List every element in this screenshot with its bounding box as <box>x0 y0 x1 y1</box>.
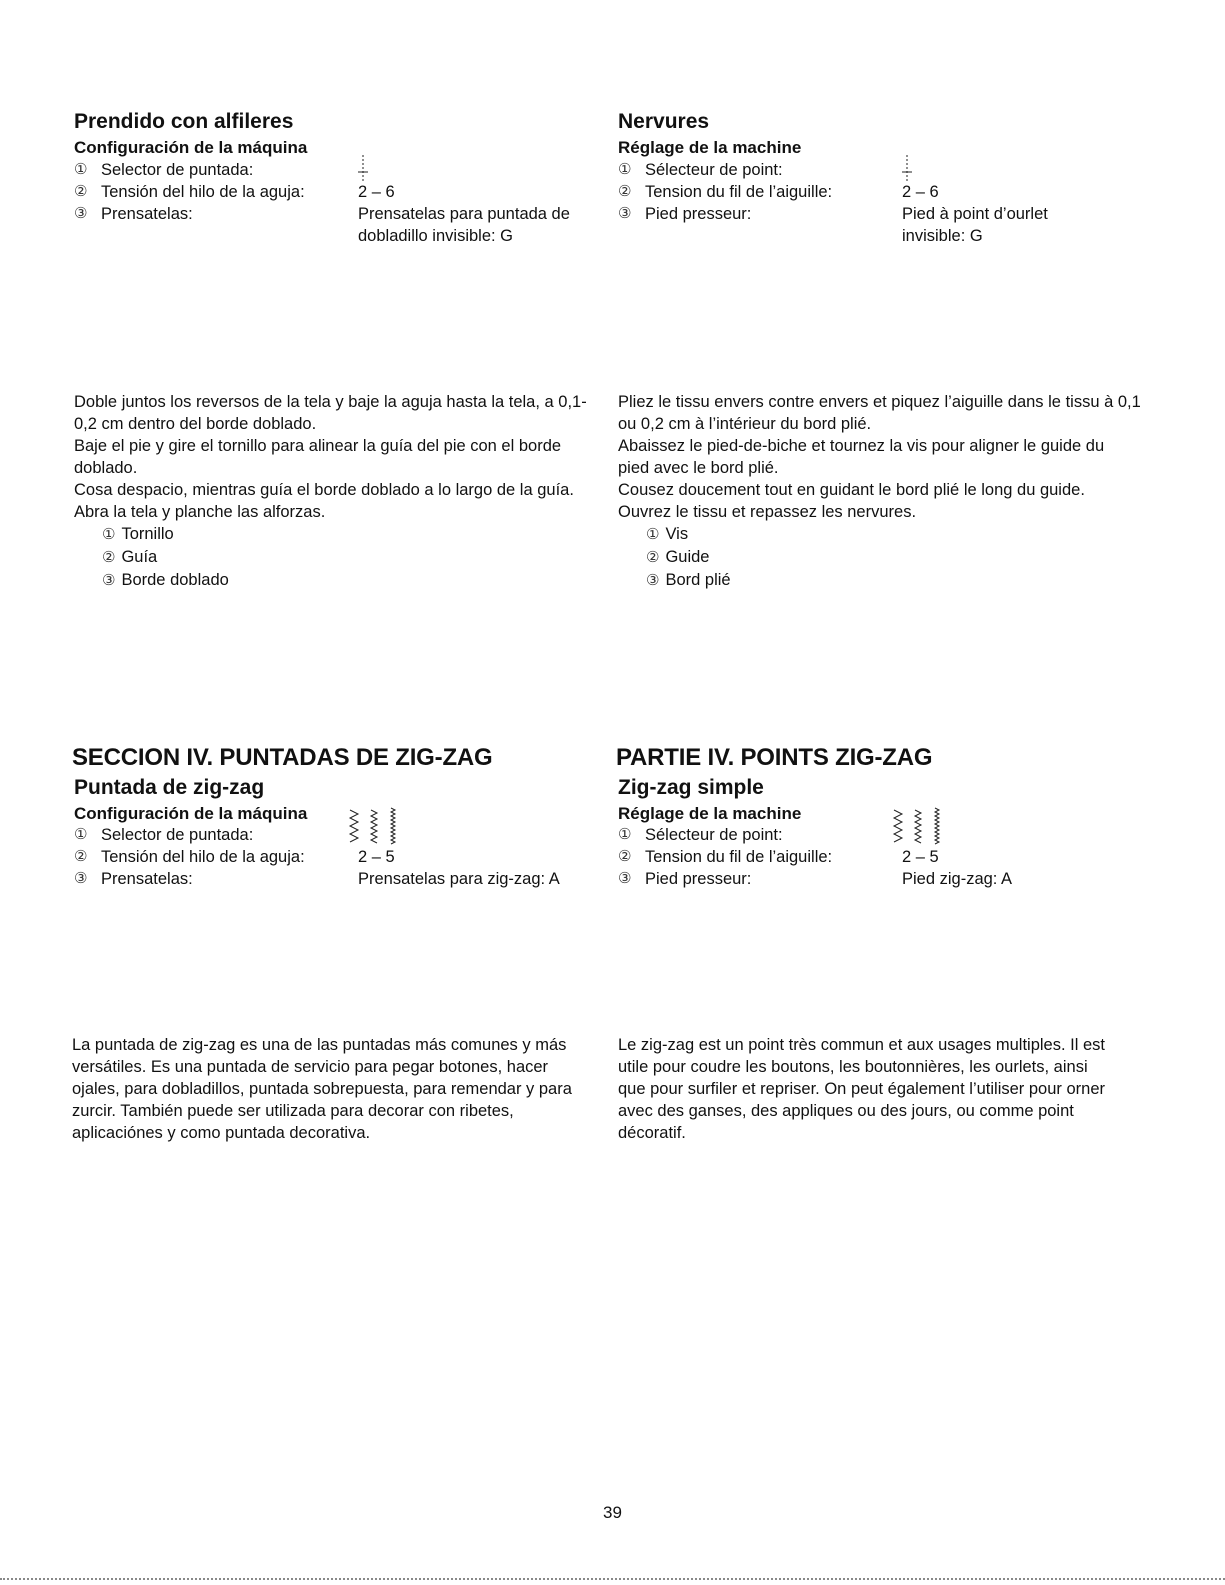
paragraph: Abaissez le pied-de-biche et tournez la vis pour aligner le guide du pied avec le bord plié. <box>618 437 1105 477</box>
settings-row-tension: ② Tensión del hilo de la aguja: 2 – 5 <box>74 848 395 866</box>
paragraph: Baje el pie y gire el tornillo para alinear la guía del pie con el borde doblado. <box>74 437 562 477</box>
pins-fr-instructions <box>618 391 1148 592</box>
settings-row-foot: ③ Pied presseur: Pied zig-zag: A <box>618 870 1013 888</box>
paragraph: Pliez le tissu envers contre envers et piquez l’aiguille dans le tissu à 0,1 ou 0,2 cm à l’intérieur du bord plié. <box>618 393 1141 433</box>
settings-list <box>74 824 602 890</box>
paragraph: Cousez doucement tout en guidant le bord plié le long du guide. <box>618 481 1085 499</box>
zigzag-fr-description <box>618 1034 1113 1144</box>
paragraph: Abra la tela y planche las alforzas. <box>74 503 326 521</box>
settings-row-stitch: ① Sélecteur de point: <box>618 824 1146 846</box>
zigzag-fr-header <box>616 744 1146 890</box>
section-title: Nervures <box>618 110 710 133</box>
list-item: ① Vis <box>646 525 689 543</box>
settings-row-tension: ② Tension du fil de l’aiguille: 2 – 6 <box>618 183 939 201</box>
zigzag-es-header <box>72 744 602 890</box>
settings-row-tension: ② Tension du fil de l’aiguille: 2 – 5 <box>618 848 939 866</box>
settings-title: Réglage de la machine <box>618 138 802 157</box>
zigzag-stitch-icons <box>344 806 406 846</box>
pins-es-header <box>74 110 604 247</box>
settings-row-tension: ② Tensión del hilo de la aguja: 2 – 6 <box>74 183 395 201</box>
list-item: ② Guide <box>646 548 710 566</box>
settings-row-stitch: ① Sélecteur de point: <box>618 159 1148 181</box>
settings-title: Réglage de la machine <box>618 804 802 823</box>
paragraph: La puntada de zig-zag es una de las puntadas más comunes y más versátiles. Es una puntada de servicio para pegar botones, hacer ojales, para dobladillos, puntada sobrepuesta, para remendar y para zurcir. También puede ser utilizada para decorar con ribetes, aplicaciónes y como puntada decorativa. <box>72 1036 572 1142</box>
section-title: Puntada de zig-zag <box>74 776 265 799</box>
list-item: ③ Borde doblado <box>102 571 229 589</box>
zigzag-es-description <box>72 1034 598 1144</box>
zigzag-stitch-icons <box>888 806 950 846</box>
paragraph: Ouvrez le tissu et repassez les nervures. <box>618 503 917 521</box>
section-title: Prendido con alfileres <box>74 110 294 133</box>
settings-row-foot: ③ Prensatelas: Prensatelas para puntada de dobladillo invisible: G <box>74 205 570 245</box>
pins-es-instructions <box>74 391 600 592</box>
paragraph: Cosa despacio, mientras guía el borde doblado a lo largo de la guía. <box>74 481 574 499</box>
settings-row-stitch: ① Selector de puntada: <box>74 824 602 846</box>
settings-title: Configuración de la máquina <box>74 804 308 823</box>
paragraph: Le zig-zag est un point très commun et aux usages multiples. Il est utile pour coudre les boutons, les boutonnières, les ourlets, ainsi que pour surfiler et repriser. On peut également l’utiliser pour orner avec des ganses, des appliques ou des jours, ou comme point décoratif. <box>618 1036 1105 1142</box>
pins-fr-header <box>618 110 1148 247</box>
settings-list <box>618 159 1148 247</box>
chapter-title: SECCION IV. PUNTADAS DE ZIG-ZAG <box>72 744 493 771</box>
page-number: 39 <box>603 1503 622 1522</box>
list-item: ① Tornillo <box>102 525 174 543</box>
list-item: ③ Bord plié <box>646 571 731 589</box>
settings-row-foot: ③ Pied presseur: Pied à point d’ourlet invisible: G <box>618 205 1048 245</box>
paragraph: Doble juntos los reversos de la tela y baje la aguja hasta la tela, a 0,1-0,2 cm dentro del borde doblado. <box>74 393 587 433</box>
section-title: Zig-zag simple <box>618 776 764 799</box>
settings-title: Configuración de la máquina <box>74 138 308 157</box>
settings-list <box>618 824 1146 890</box>
list-item: ② Guía <box>102 548 158 566</box>
settings-row-foot: ③ Prensatelas: Prensatelas para zig-zag: A <box>74 870 560 888</box>
chapter-title: PARTIE IV. POINTS ZIG-ZAG <box>616 744 933 771</box>
straight-stitch-icon <box>356 155 370 181</box>
settings-list <box>74 159 604 247</box>
settings-row-stitch: ① Selector de puntada: <box>74 159 604 181</box>
straight-stitch-icon <box>900 155 914 181</box>
page-bottom-border <box>0 1578 1225 1580</box>
